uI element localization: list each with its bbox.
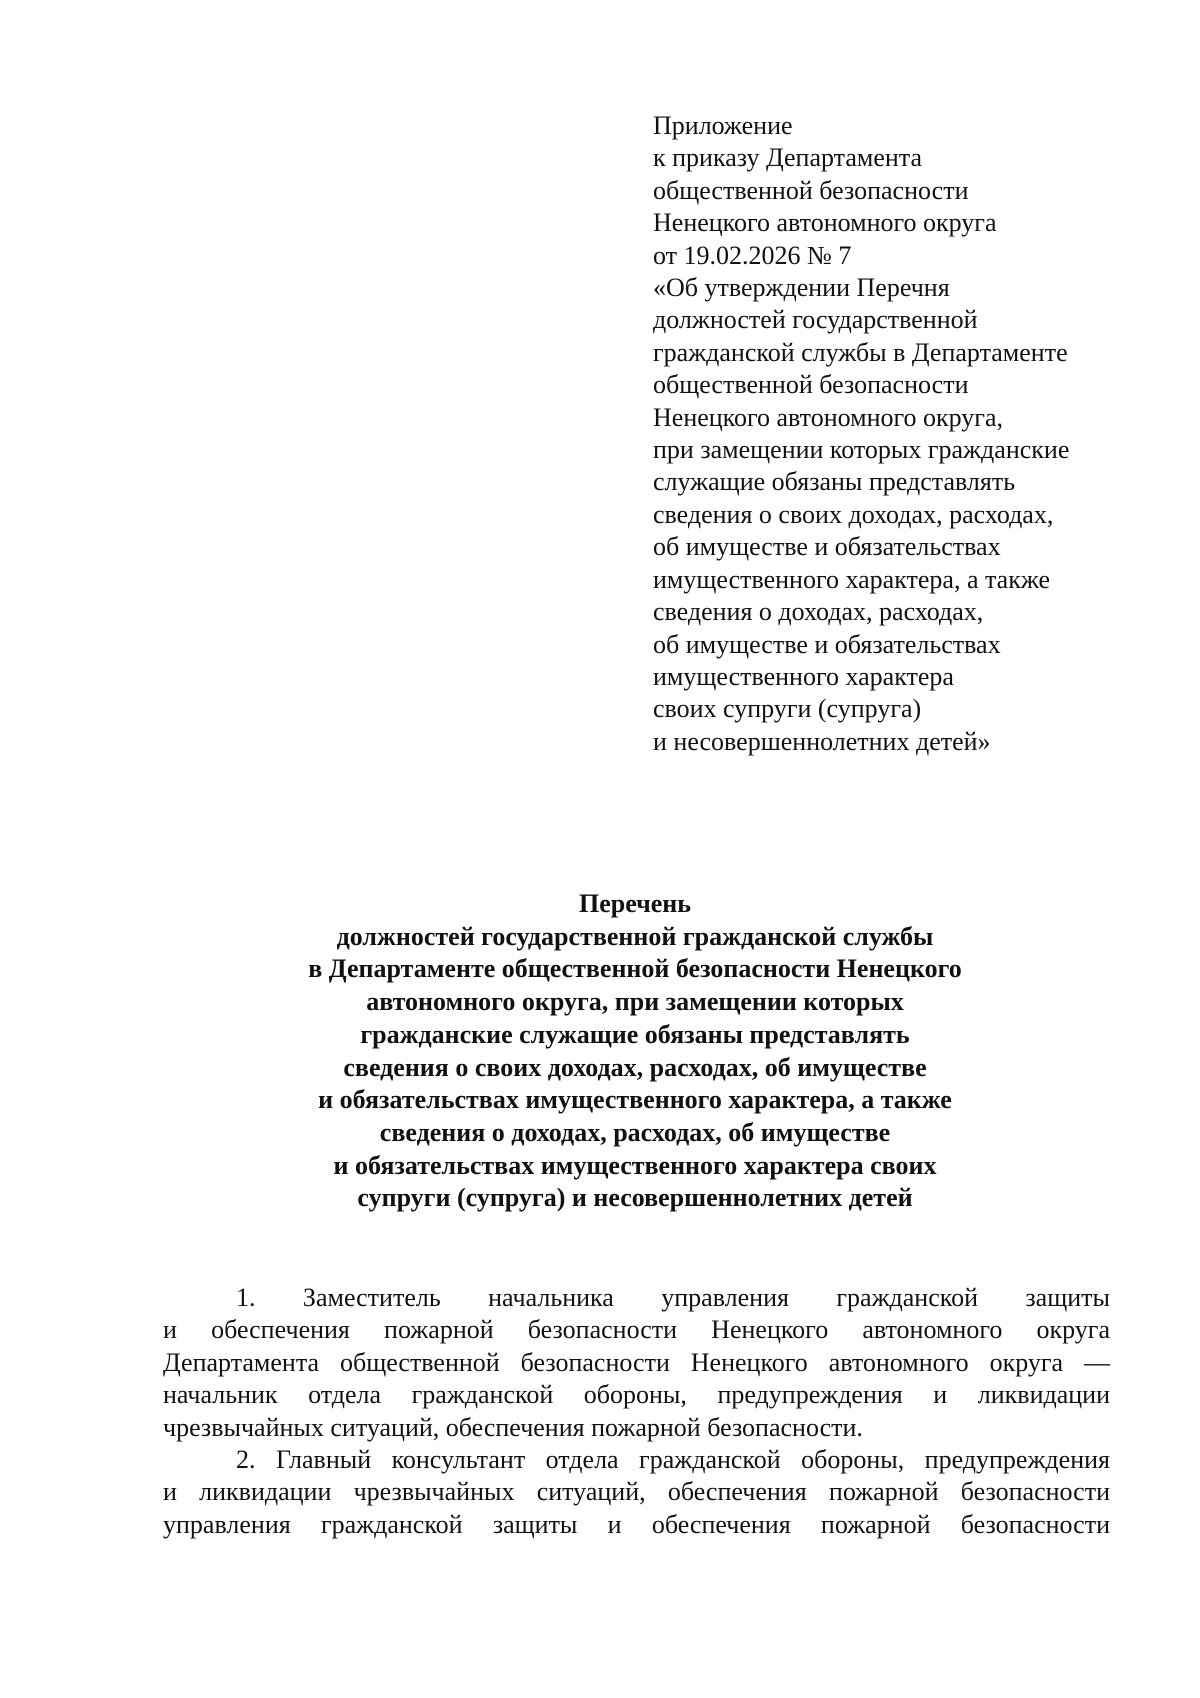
appendix-line: от 19.02.2026 № 7: [653, 240, 852, 270]
body-line: чрезвычайных ситуаций, обеспечения пожарной безопасности.: [163, 1412, 863, 1442]
body-line: 1. Заместитель начальника управления гражданской защиты: [236, 1283, 1110, 1312]
appendix-line: имущественного характера, а также: [653, 564, 1051, 594]
appendix-line: служащие обязаны представлять: [653, 467, 1016, 497]
appendix-line: имущественного характера: [653, 661, 954, 691]
title-line: и обязательствах имущественного характера своих: [333, 1150, 937, 1180]
appendix-line: сведения о своих доходах, расходах,: [653, 499, 1054, 529]
appendix-line: Ненецкого автономного округа: [653, 208, 997, 238]
appendix-line: должностей государственной: [653, 305, 978, 335]
appendix-line: общественной безопасности: [653, 175, 969, 205]
title-line: в Департаменте общественной безопасности Ненецкого: [308, 954, 962, 984]
title-line: супруги (супруга) и несовершеннолетних детей: [357, 1183, 913, 1213]
appendix-line: Ненецкого автономного округа,: [653, 402, 1003, 432]
appendix-line: гражданской службы в Департаменте: [653, 337, 1068, 367]
title-line: Перечень: [578, 889, 692, 918]
title-line: автономного округа, при замещении которых: [366, 987, 904, 1017]
document-body: [163, 1282, 1110, 1541]
appendix-block: [653, 110, 1173, 758]
title-line: гражданские служащие обязаны представлять: [360, 1019, 910, 1049]
appendix-line: об имуществе и обязательствах: [653, 532, 1001, 562]
appendix-line: общественной безопасности: [653, 370, 969, 400]
body-line: начальник отдела гражданской обороны, предупреждения и ликвидации: [163, 1380, 1110, 1410]
title-line: сведения о доходах, расходах, об имуществе: [379, 1117, 891, 1147]
body-line: 2. Главный консультант отдела гражданской обороны, предупреждения: [236, 1445, 1110, 1475]
appendix-line: своих супруги (супруга): [653, 694, 922, 724]
appendix-line: об имуществе и обязательствах: [653, 629, 1001, 659]
appendix-line: сведения о доходах, расходах,: [653, 597, 984, 627]
body-line: управления гражданской защиты и обеспечения пожарной безопасности: [163, 1509, 1110, 1539]
appendix-line: «Об утверждении Перечня: [653, 273, 950, 303]
body-line: и ликвидации чрезвычайных ситуаций, обеспечения пожарной безопасности: [163, 1477, 1110, 1507]
appendix-line: к приказу Департамента: [653, 143, 923, 173]
title-line: и обязательствах имущественного характера, а также: [318, 1085, 952, 1115]
appendix-line: Приложение: [653, 111, 793, 140]
title-line: сведения о своих доходах, расходах, об имуществе: [343, 1052, 927, 1082]
body-line: и обеспечения пожарной безопасности Ненецкого автономного округа: [163, 1315, 1110, 1345]
appendix-line: и несовершеннолетних детей»: [653, 726, 991, 756]
document-title: [160, 888, 1110, 1215]
body-line: Департамента общественной безопасности Ненецкого автономного округа —: [163, 1347, 1110, 1377]
title-line: должностей государственной гражданской службы: [336, 921, 934, 951]
appendix-line: при замещении которых гражданские: [653, 435, 1070, 465]
